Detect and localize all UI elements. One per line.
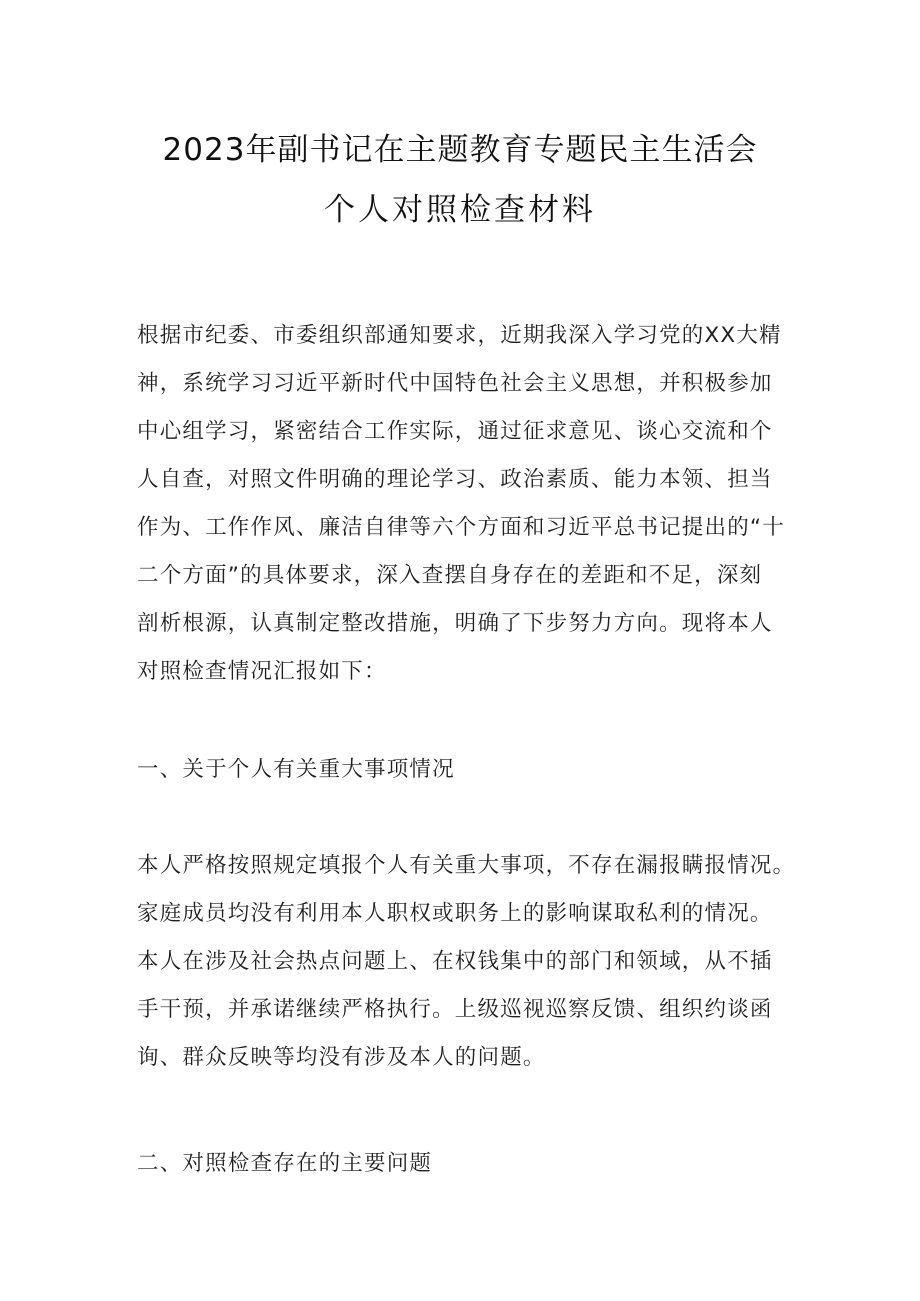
intro-paragraph-line: 中心组学习，紧密结合工作实际，通过征求意见、谈心交流和个 xyxy=(137,419,773,444)
section1-paragraph-line: 本人严格按照规定填报个人有关重大事项，不存在漏报瞒报情况。 xyxy=(137,853,796,878)
intro-paragraph-line: 剖析根源，认真制定整改措施，明确了下步努力方向。现将本人 xyxy=(137,611,773,636)
section-heading-2: 二、对照检查存在的主要问题 xyxy=(137,1151,433,1176)
section1-paragraph-line: 本人在涉及社会热点问题上、在权钱集中的部门和领域，从不插 xyxy=(137,949,773,974)
intro-paragraph-line: 根据市纪委、市委组织部通知要求，近期我深入学习党的XX大精 xyxy=(137,323,782,348)
section1-paragraph-line: 家庭成员均没有利用本人职权或职务上的影响谋取私利的情况。 xyxy=(137,901,773,926)
section1-paragraph-line: 手干预，并承诺继续严格执行。上级巡视巡察反馈、组织约谈函 xyxy=(137,997,773,1022)
intro-paragraph-line: 对照检查情况汇报如下： xyxy=(137,659,387,684)
document-title-line-1: 2023年副书记在主题教育专题民主生活会 xyxy=(162,132,758,168)
document-title-line-2: 个人对照检查材料 xyxy=(324,192,596,228)
intro-paragraph-line: 作为、工作作风、廉洁自律等六个方面和习近平总书记提出的“十 xyxy=(137,515,785,540)
section-heading-1: 一、关于个人有关重大事项情况 xyxy=(137,757,455,782)
intro-paragraph-line: 二个方面”的具体要求，深入查摆自身存在的差距和不足，深刻 xyxy=(137,563,763,588)
section1-paragraph-line: 询、群众反映等均没有涉及本人的问题。 xyxy=(137,1045,546,1070)
intro-paragraph-line: 人自查，对照文件明确的理论学习、政治素质、能力本领、担当 xyxy=(137,467,773,492)
intro-paragraph-line: 神，系统学习习近平新时代中国特色社会主义思想，并积极参加 xyxy=(137,371,773,396)
